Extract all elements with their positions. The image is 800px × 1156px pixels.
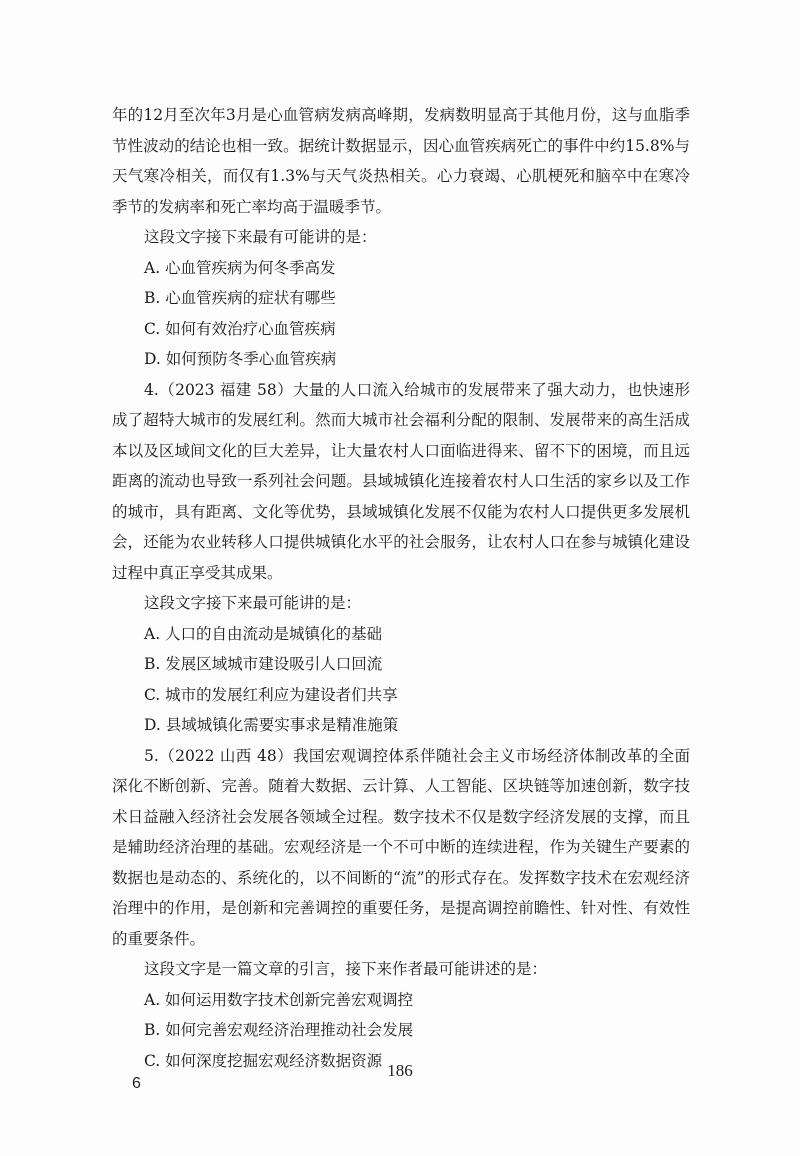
option-d: D. 县域城镇化需要实事求是精准施策 bbox=[144, 716, 399, 734]
option-b: B. 心血管疾病的症状有哪些 bbox=[144, 289, 336, 307]
option-c: C. 如何有效治疗心血管疾病 bbox=[144, 319, 336, 338]
question-text: 5.（2022 山西 48）我国宏观调控体系伴随社会主义市场经济体制改革的全面深化不断创新、完善。随着大数据、云计算、人工智能、区块链等加速创新，数字技术日益融入经济社会发展各领域全过程。数字技术不仅是数字经济发展的支撑，而且是辅助经济治理的基础。宏观经济是一个不可中断的连续进程，作为关键生产要素的数据也是动态的、系统化的，以不间断的“流”的形式存在。发挥数字技术在宏观经济治理中的作用，是创新和完善调控的重要任务，是提高调控前瞻性、针对性、有效性的重要条件。 bbox=[112, 746, 690, 948]
intro-paragraph: 年的12月至次年3月是心血管病发病高峰期，发病数明显高于其他月份，这与血脂季节性波动的结论也相一致。据统计数据显示，因心血管疾病死亡的事件中约15.8%与天气寒冷相关，而仅有1.3%与天气炎热相关。心力衰竭、心肌梗死和脑卒中在寒冷季节的发病率和死亡率均高于温暖季节。 bbox=[112, 106, 690, 216]
option-d: D. 如何预防冬季心血管疾病 bbox=[144, 350, 337, 368]
question-prompt: 这段文字接下来最有可能讲的是： bbox=[144, 228, 377, 246]
option-b: B. 如何完善宏观经济治理推动社会发展 bbox=[144, 1021, 414, 1039]
question-5 bbox=[112, 741, 690, 1077]
option-a: A. 人口的自由流动是城镇化的基础 bbox=[144, 624, 383, 643]
page-content bbox=[112, 100, 690, 1076]
question-prompt: 这段文字是一篇文章的引言，接下来作者最可能讲述的是： bbox=[144, 960, 548, 978]
option-c: C. 如何深度挖掘宏观经济数据资源 bbox=[144, 1051, 383, 1070]
option-list bbox=[112, 253, 690, 375]
question-text: 4.（2023 福建 58）大量的人口流入给城市的发展带来了强大动力，也快速形成了超特大城市的发展红利。然而大城市社会福利分配的限制、发展带来的高生活成本以及区域间文化的巨大差异，让大量农村人口面临进得来、留不下的困境，而且远距离的流动也导致一系列社会问题。县域城镇化连接着农村人口生活的家乡以及工作的城市，具有距离、文化等优势，县域城镇化发展不仅能为农村人口提供更多发展机会，还能为农业转移人口提供城镇化水平的社会服务，让农村人口在参与城镇化建设过程中真正享受其成果。 bbox=[112, 380, 690, 582]
question-3 bbox=[112, 222, 690, 375]
corner-mark: 6 bbox=[132, 1075, 141, 1092]
question-prompt: 这段文字接下来最可能讲的是： bbox=[144, 594, 362, 612]
page-number: 186 bbox=[387, 1061, 413, 1080]
option-c: C. 城市的发展红利应为建设者们共享 bbox=[144, 685, 398, 704]
option-a: A. 心血管疾病为何冬季高发 bbox=[144, 258, 336, 277]
option-list bbox=[112, 619, 690, 741]
option-a: A. 如何运用数字技术创新完善宏观调控 bbox=[144, 990, 414, 1009]
question-4 bbox=[112, 375, 690, 741]
option-b: B. 发展区域城市建设吸引人口回流 bbox=[144, 655, 383, 673]
